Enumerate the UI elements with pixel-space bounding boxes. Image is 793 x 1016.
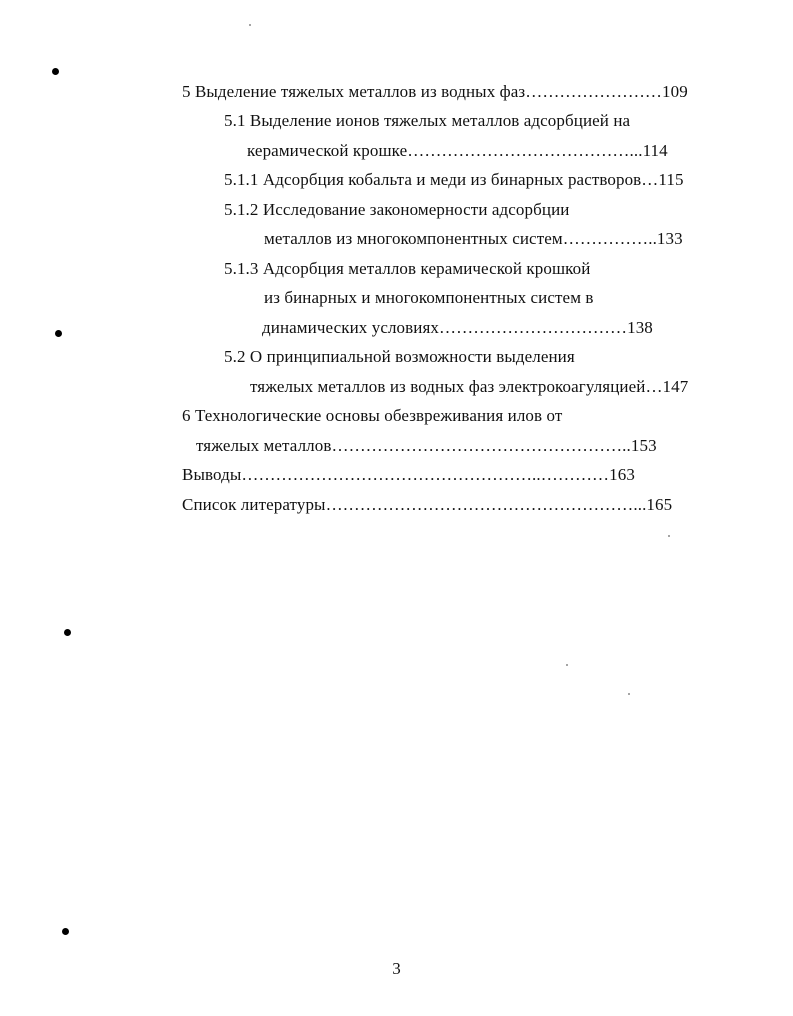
toc-entry-chapter-6: 6 Технологические основы обезвреживания илов от <box>182 406 563 425</box>
toc-entry-chapter-5: 5 Выделение тяжелых металлов из водных фаз……………………109 <box>182 82 688 101</box>
toc-entry-5-1-3-cont-2: динамических условиях……………………………138 <box>262 318 653 337</box>
scan-speck <box>566 664 568 666</box>
toc-entry-5-1-3: 5.1.3 Адсорбция металлов керамической крошкой <box>224 259 591 278</box>
toc-entry-references: Список литературы………………………………………………...165 <box>182 495 673 514</box>
toc-entry-5-1-2-cont: металлов из многокомпонентных систем……………..133 <box>264 229 683 248</box>
page-number: 3 <box>392 959 401 978</box>
scan-speck <box>249 24 251 26</box>
toc-entry-5-1-3-cont-1: из бинарных и многокомпонентных систем в <box>264 288 594 307</box>
toc-entry-5-1: 5.1 Выделение ионов тяжелых металлов адсорбцией на <box>224 111 631 130</box>
toc-entry-5-1-cont: керамической крошке…………………………………...114 <box>247 141 668 160</box>
scan-speck <box>628 693 630 695</box>
toc-entry-5-1-1: 5.1.1 Адсорбция кобальта и меди из бинарных растворов…115 <box>224 170 684 189</box>
toc-entry-5-2: 5.2 О принципиальной возможности выделения <box>224 347 575 366</box>
toc-entry-conclusions: Выводы……………………………………………..…………163 <box>182 465 635 484</box>
toc-entry-5-1-2: 5.1.2 Исследование закономерности адсорбции <box>224 200 570 219</box>
toc-entry-5-2-cont: тяжелых металлов из водных фаз электрокоагуляцией…147 <box>250 377 689 396</box>
binder-hole-mark <box>64 629 71 636</box>
scan-speck <box>668 535 670 537</box>
binder-hole-mark <box>55 330 62 337</box>
toc-entry-chapter-6-cont: тяжелых металлов……………………………………………..153 <box>196 436 657 455</box>
binder-hole-mark <box>62 928 69 935</box>
binder-hole-mark <box>52 68 59 75</box>
